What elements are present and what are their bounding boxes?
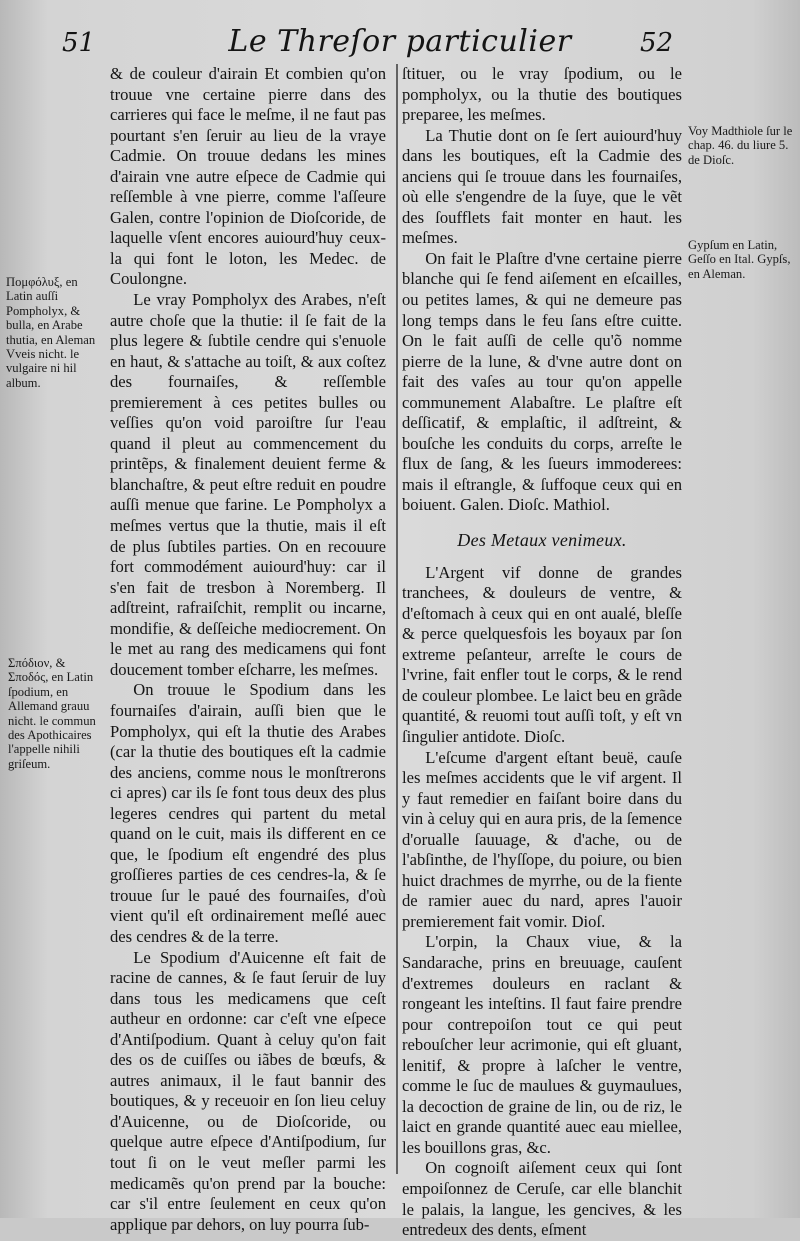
paragraph-thutie: La Thutie dont on ſe ſert auiourd'huy dans les boutiques, eſt la Cadmie des anciens qui ſe trouue dans les fournaiſes, où elle s'engendre de la ſuye, que le vẽt des ſoufflets fait monter en haut. les meſmes.	[402, 125, 682, 248]
left-text-column	[110, 64, 386, 1235]
running-title: Le Threſor particulier	[228, 24, 572, 59]
margin-note-matthiole: Voy Madthiole ſur le chap. 46. du liure 5. de Dioſc.	[688, 124, 793, 167]
paragraph-spodium: On trouue le Spodium dans les fournaiſes d'airain, auſſi bien que le Pompholyx, qui eſt la thutie des Arabes (car la thutie des boutiques eſt la cadmie des anciens, comme nous le monſtrerons ci apres) car ils ſe font tous deux des plus legeres cendres qui partent du metal quand on le cuit, mais ils different en ce que, le ſpodium eſt engendré des plus groſſieres parties de ces cendres-la, & ſe trouue ſur le paué des fournaiſes, d'où vient qu'il eſt ordinairement meſlé auec des cendres & de la terre.	[110, 680, 386, 946]
paragraph-argent-vif: L'Argent vif donne de grandes tranchees, & douleurs de ventre, & d'eſtomach à ceux qui en ont aualé, bleſſe & perce quelquesfois les boyaux par ſon extreme peſanteur, arreſte le cours de l'vrine, fait enfler tout le corps, & le rend de couleur plombee. Le laict beu en grãde quantité, & reuomi tout auſſi toſt, y eſt vn ſingulier antidote. Dioſc.	[402, 562, 682, 746]
column-rule	[396, 64, 398, 1174]
paragraph-spodium-auicenne: Le Spodium d'Auicenne eſt fait de racine de cannes, & ſe faut ſeruir de luy dans tous les medicamens que ceſt autheur en ordonne: car c'eſt vne eſpece d'Antiſpodium. Quant à celuy qu'on fait des os de cuiſſes ou iãbes de bœufs, & autres animaux, il le faut bannir des boutiques, & y receuoir en ſon lieu celuy d'Auicenne, ou de Dioſcoride, ou quelque autre eſpece d'Antiſpodium, ſur tout ſi on le veut meſler parmi les medicamẽs qu'on prend par la bouche: car s'il entre ſeulement en ceux qu'on applique par dehors, on luy pourra ſub-	[110, 947, 386, 1234]
paragraph-continuation: ſtituer, ou le vray ſpodium, ou le pompholyx, ou la thutie des boutiques preparee, les meſmes.	[402, 64, 682, 125]
page-number-left: 51	[62, 28, 96, 58]
paragraph-pompholyx: Le vray Pompholyx des Arabes, n'eſt autre choſe que la thutie: il ſe fait de la plus legere & ſubtile cendre qui s'enuole en haut, & s'attache au toiſt, & aux coſtez des fournaiſes, & reſſemble premierement à ces petites bulles ou veſſies qu'on void paroiſtre ſur l'eau quand il pleut au commencement du printẽps, & finalement deuient ferme & blanchaſtre, & peut eſtre reduit en poudre auſſi menue que farine. Le Pompholyx a meſmes vertus que la thutie, mais il eſt de plus ſubtiles parties. On en recouure fort commodément auiourd'huy: car il s'en fait de tresbon à Noremberg. Il adſtreint, rafraiſchit, remplit ou incarne, mondifie, & deſſeiche mediocrement. On le met au rang des medicamens qui font doucement tomber eſcharre, les meſmes.	[110, 290, 386, 679]
right-text-column	[402, 64, 682, 1241]
paragraph-escume-argent: L'eſcume d'argent eſtant beuë, cauſe les meſmes accidents que le vif argent. Il y faut remedier en faiſant boire dans du vin à celuy qui en aura pris, de la ſemence d'orualle ſauuage, & d'ache, ou de l'abſinthe, de l'hyſſope, du poiure, ou bien huict drachmes de myrrhe, ou de la fiente de ramier auec du nard, apres l'auoir premierement fait vomir. Dioſ.	[402, 747, 682, 931]
paragraph-orpin: L'orpin, la Chaux viue, & la Sandarache, prins en breuuage, cauſent d'extremes douleurs en raclant & rongeant les inteſtins. Il faut faire prendre pour contrepoiſon tout ce qui peut rebouſcher leur acrimonie, qui eſt gluant, lenitif, & propre à laſcher le ventre, comme le ſuc de maulues & guymaulues, la decoction de graine de lin, ou de riz, le laict en grande quantité auec eau miellee, les bouillons gras, &c.	[402, 932, 682, 1157]
paragraph-cadmie: & de couleur d'airain Et combien qu'on trouue vne certaine pierre dans des carrieres qui face le meſme, il ne faut pas pourtant s'en ſeruir au lieu de la vraye Cadmie. On trouue dedans les mines d'airain vne autre eſpece de Cadmie qui reſſemble à vne pierre, comme l'aſſeure Galen, contre l'opinion de Dioſcoride, de laquelle vſent encores auiourd'huy ceux-la qui font le loton, les Medec. de Coulongne.	[110, 64, 386, 289]
margin-note-gypsum: Gypſum en Latin, Geſſo en Ital. Gypſs, en Aleman.	[688, 238, 791, 281]
page-header	[0, 22, 800, 62]
page-number-right: 52	[640, 28, 674, 58]
margin-note-pompholyx: Πομφόλυξ, en Latin auſſi Pompholyx, & bulla, en Arabe thutia, en Aleman Vveis nicht. le vulgaire ni hil album.	[6, 275, 96, 390]
margin-note-spodium: Σπόδιον, & Σποδός, en Latin ſpodium, en Allemand grauu nicht. le commun des Apothicaires l'appelle nihili griſeum.	[8, 656, 96, 771]
paragraph-ceruse: On cognoiſt aiſement ceux qui ſont empoiſonnez de Ceruſe, car elle blanchit le palais, la langue, les gencives, & les entredeux des dents, eſment	[402, 1158, 682, 1240]
paragraph-plastre: On fait le Plaſtre d'vne certaine pierre blanche qui ſe fend aiſement en eſcailles, ou petites lames, & qui ne demeure pas long temps dans le feu ſans eſtre cuitte. On le fait auſſi de celle qu'õ nomme pierre de la lune, & d'vne autre dont on fait des vaſes au tour qu'on appelle communement Alabaſtre. Le plaſtre eſt deſſicatif, & emplaſtic, il adſtreint, & bouſche les conduits du corps, arreſte le flux de ſang, & les ſueurs immoderees: mais il eſtrangle, & ſuffoque ceux qui en boiuent. Galen. Dioſc. Mathiol.	[402, 248, 682, 515]
section-heading: Des Metaux venimeux.	[457, 530, 627, 551]
